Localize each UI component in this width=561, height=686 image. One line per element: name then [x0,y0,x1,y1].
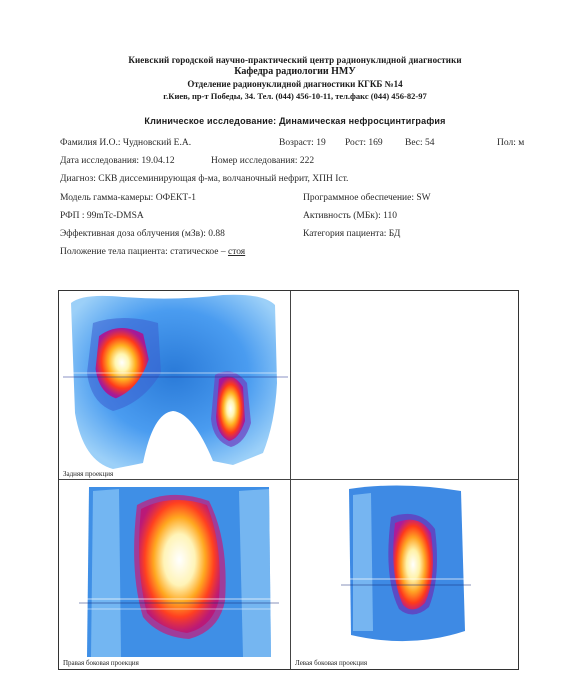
activity: Активность (МБк): 110 [303,211,397,221]
left-lateral-scan-image [341,481,471,651]
posterior-view-caption: Задняя проекция [63,470,114,478]
panel-divider-vertical [290,291,291,669]
effective-dose: Эффективная доза облучения (мЗв): 0.88 [60,229,225,239]
patient-name: Фамилия И.О.: Чудновский Е.А. [60,138,192,148]
body-position-value: стоя [227,247,246,257]
patient-sex: Пол: м [497,138,525,148]
body-position-label: Положение тела пациента: статическое – [60,247,228,257]
panel-divider-horizontal [59,479,518,480]
body-position [60,247,245,257]
department-name: Кафедра радиологии НМУ [234,66,356,77]
institution-name: Киевский городской научно-практический центр радионуклидной диагностики [128,55,462,65]
institution-address: г.Киев, пр-т Победы, 34. Тел. (044) 456-10-11, тел.факс (044) 456-82-97 [163,91,427,101]
camera-model: Модель гамма-камеры: ОФЕКТ-1 [60,193,197,203]
posterior-scan-image [63,293,288,471]
left-lateral-view-caption: Левая боковая проекция [295,659,368,667]
patient-category: Категория пациента: БД [303,229,401,239]
institution-header [60,54,530,102]
patient-age: Возраст: 19 [279,138,326,148]
patient-weight: Вес: 54 [405,138,435,148]
report-title: Клиническое исследование: Динамическая нефросцинтиграфия [144,116,446,126]
diagnosis: Диагноз: СКВ диссеминирующая ф-ма, волчаночный нефрит, ХПН Iст. [60,174,349,184]
study-date: Дата исследования: 19.04.12 [60,156,175,166]
scan-panels [58,290,519,670]
right-lateral-view-caption: Правая боковая проекция [63,659,139,667]
patient-height: Рост: 169 [345,138,383,148]
radiopharmaceutical: РФП : 99mTc-DMSA [60,211,144,221]
right-lateral-scan-image [79,481,279,657]
software: Программное обеспечение: SW [303,193,431,203]
unit-name: Отделение радионуклидной диагностики КГКБ №14 [187,79,403,89]
study-number: Номер исследования: 222 [211,156,315,166]
